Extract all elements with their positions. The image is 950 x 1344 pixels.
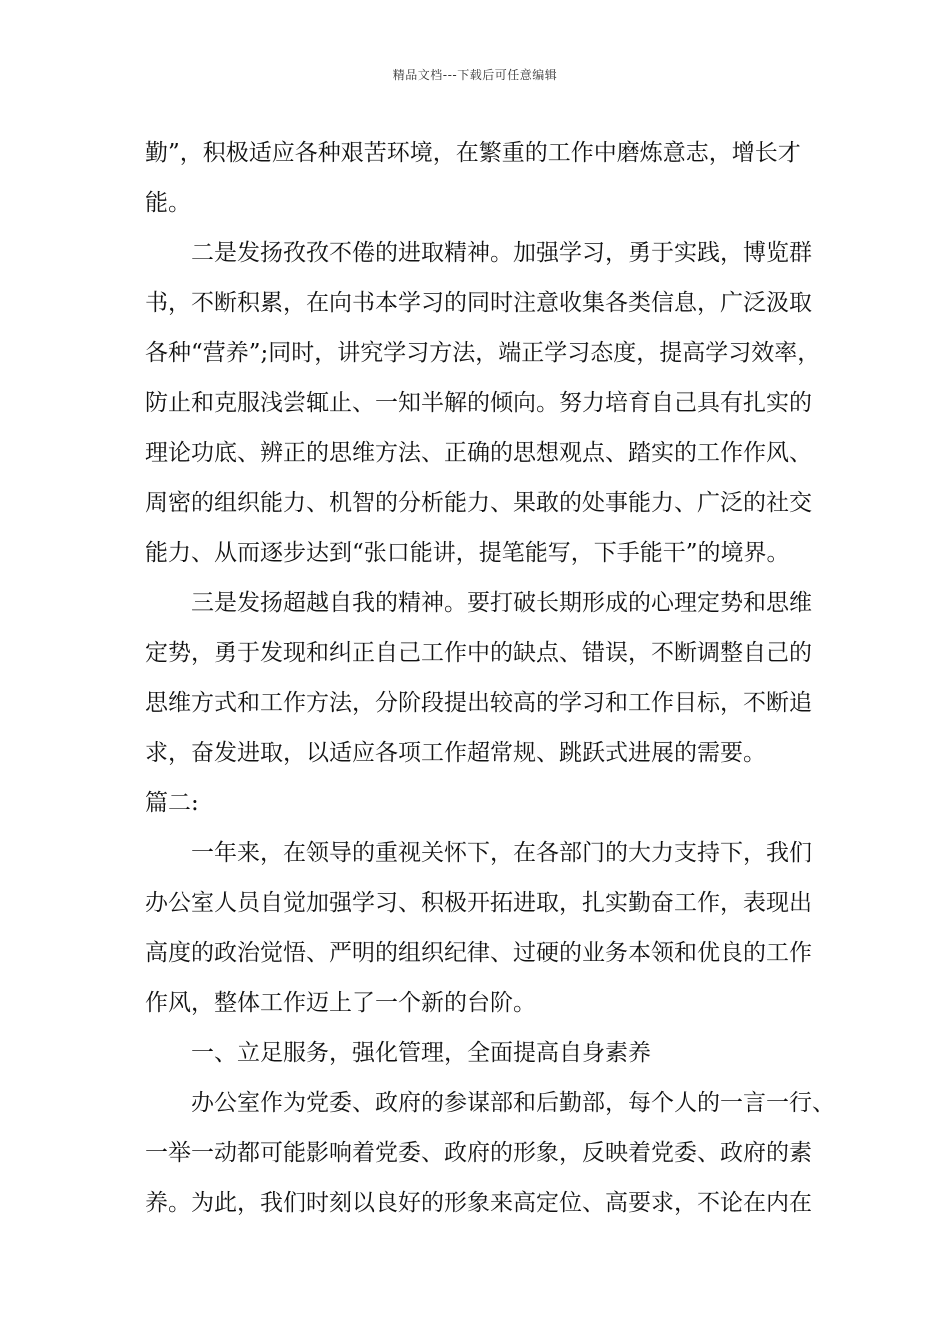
section-heading: 篇二:	[145, 790, 199, 816]
text-line: 办公室人员自觉加强学习、积极开拓进取，扎实勤奋工作，表现出	[145, 890, 812, 916]
document-body	[145, 128, 835, 1228]
text-line: 养。为此，我们时刻以良好的形象来高定位、高要求，不论在内在	[145, 1190, 812, 1216]
text-line: 高度的政治觉悟、严明的组织纪律、过硬的业务本领和优良的工作	[145, 940, 812, 966]
paragraph-start: 三是发扬超越自我的精神。要打破长期形成的心理定势和思维	[191, 590, 812, 616]
text-line: 勤”，积极适应各种艰苦环境，在繁重的工作中磨炼意志，增长才	[145, 140, 801, 166]
paragraph-start: 二是发扬孜孜不倦的进取精神。加强学习，勇于实践，博览群	[191, 240, 812, 266]
paragraph-start: 办公室作为党委、政府的参谋部和后勤部，每个人的一言一行、	[191, 1090, 835, 1116]
text-line: 定势，勇于发现和纠正自己工作中的缺点、错误，不断调整自己的	[145, 640, 812, 666]
text-line: 理论功底、辨正的思维方法、正确的思想观点、踏实的工作作风、	[145, 440, 812, 466]
text-line: 作风，整体工作迈上了一个新的台阶。	[145, 990, 536, 1016]
text-line: 思维方式和工作方法，分阶段提出较高的学习和工作目标，不断追	[145, 690, 812, 716]
text-line: 各种“营养”;同时，讲究学习方法，端正学习态度，提高学习效率，	[145, 340, 821, 366]
text-line: 能。	[145, 190, 191, 216]
text-line: 能力、从而逐步达到“张口能讲，提笔能写，下手能干”的境界。	[145, 540, 790, 566]
text-line: 防止和克服浅尝辄止、一知半解的倾向。努力培育自己具有扎实的	[145, 390, 812, 416]
text-line: 一举一动都可能影响着党委、政府的形象，反映着党委、政府的素	[145, 1140, 812, 1166]
text-line: 周密的组织能力、机智的分析能力、果敢的处事能力、广泛的社交	[145, 490, 812, 516]
text-line: 书，不断积累，在向书本学习的同时注意收集各类信息，广泛汲取	[145, 290, 812, 316]
subsection-heading: 一、立足服务，强化管理，全面提高自身素养	[191, 1040, 651, 1066]
text-line: 求，奋发进取，以适应各项工作超常规、跳跃式进展的需要。	[145, 740, 766, 766]
page-header: 精品文档---下载后可任意编辑	[392, 68, 558, 82]
paragraph-start: 一年来，在领导的重视关怀下，在各部门的大力支持下，我们	[191, 840, 812, 866]
